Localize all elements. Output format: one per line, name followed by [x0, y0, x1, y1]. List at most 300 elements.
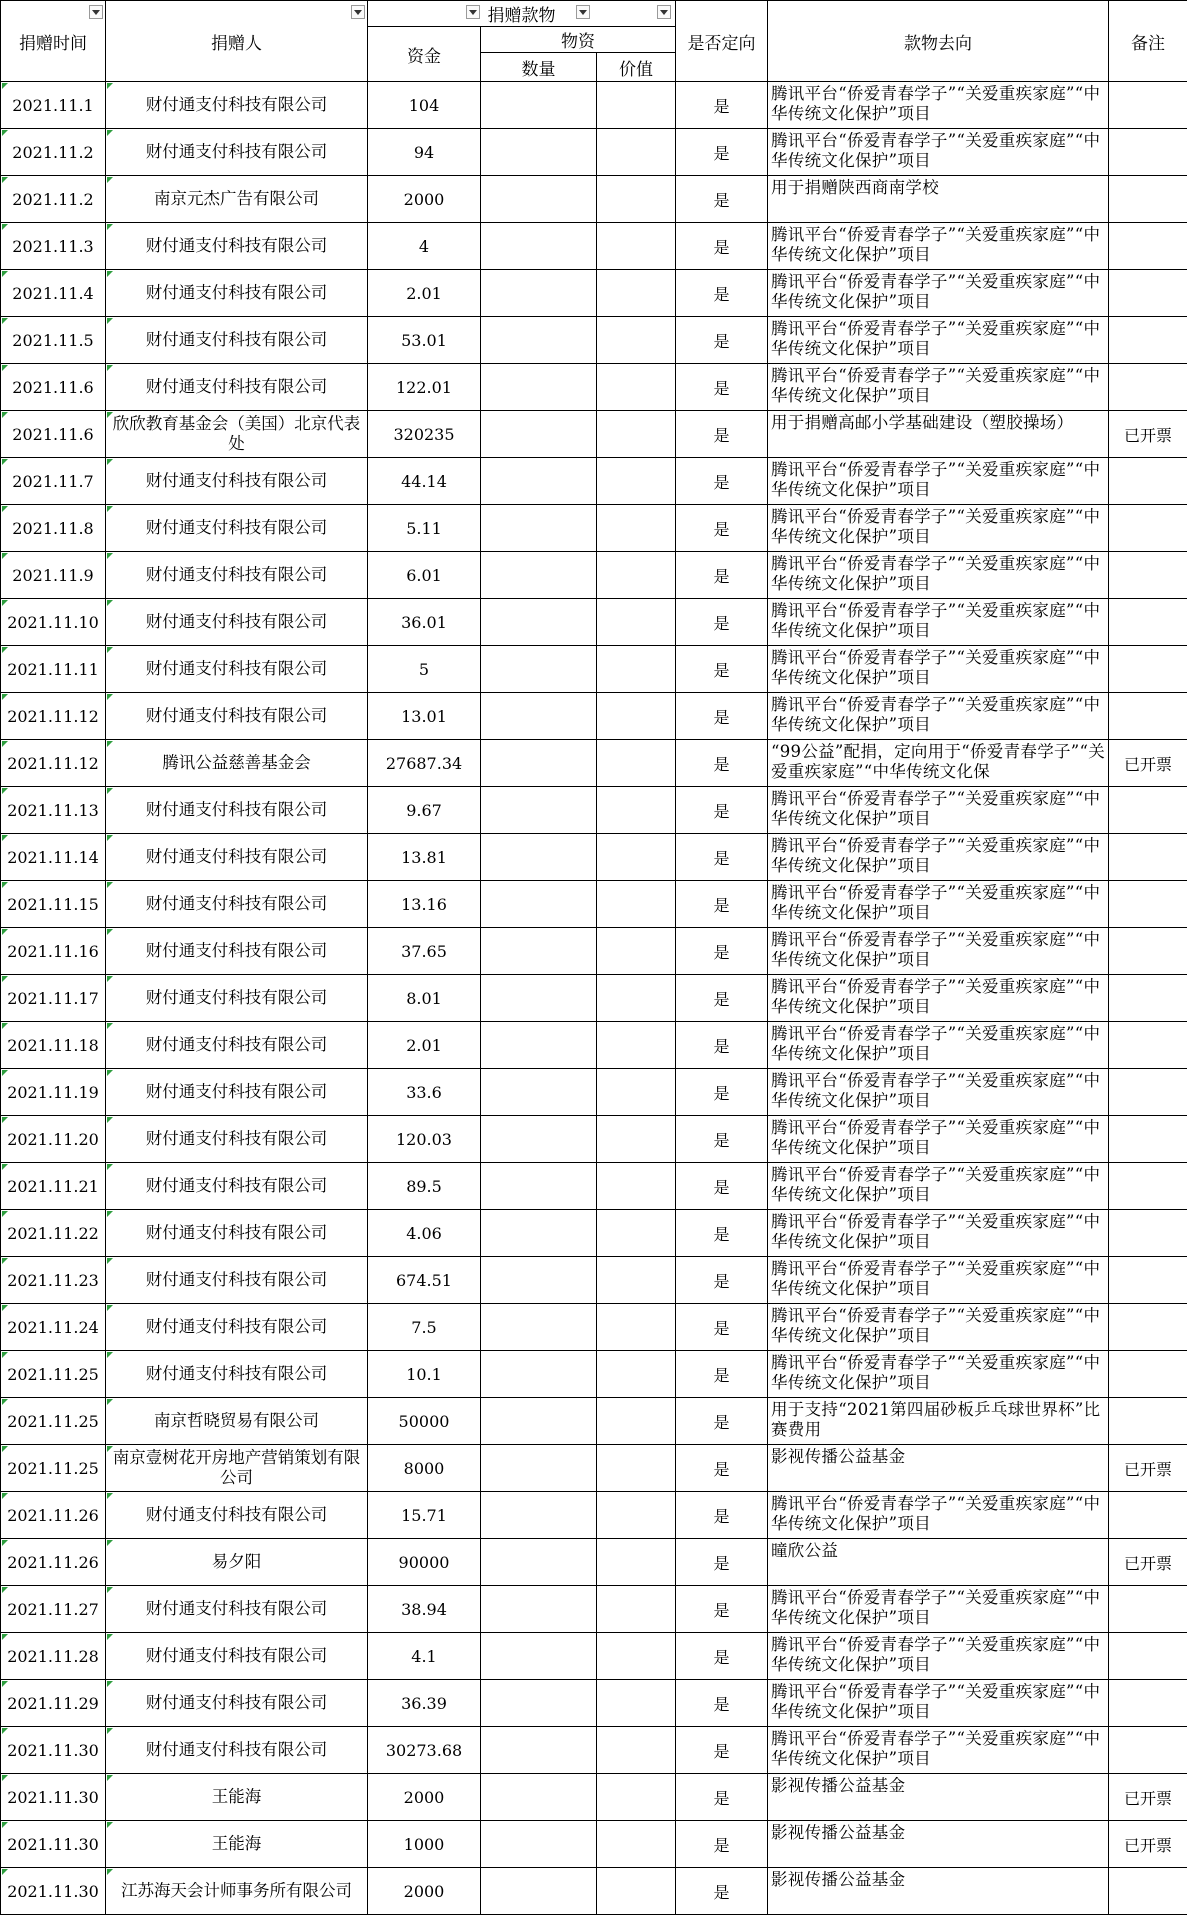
cell-designated[interactable] [676, 693, 768, 740]
cell-remark[interactable] [1109, 82, 1187, 129]
cell-remark[interactable] [1109, 693, 1187, 740]
cell-purpose[interactable] [768, 505, 1109, 552]
cell-designated[interactable] [676, 1680, 768, 1727]
cell-designated[interactable] [676, 1351, 768, 1398]
cell-remark[interactable] [1109, 1727, 1187, 1774]
cell-purpose[interactable] [768, 1774, 1109, 1821]
cell-designated[interactable] [676, 317, 768, 364]
cell-cash[interactable] [368, 1633, 481, 1680]
cell-value[interactable] [597, 599, 676, 646]
cell-designated[interactable] [676, 1163, 768, 1210]
cell-designated[interactable] [676, 881, 768, 928]
cell-cash[interactable] [368, 176, 481, 223]
cell-quantity[interactable] [481, 1633, 597, 1680]
cell-donor[interactable] [106, 1163, 368, 1210]
cell-donor[interactable] [106, 693, 368, 740]
cell-purpose[interactable] [768, 1257, 1109, 1304]
cell-remark[interactable] [1109, 1210, 1187, 1257]
cell-value[interactable] [597, 1022, 676, 1069]
cell-remark[interactable] [1109, 740, 1187, 787]
cell-value[interactable] [597, 129, 676, 176]
cell-purpose[interactable] [768, 1069, 1109, 1116]
cell-cash[interactable] [368, 1398, 481, 1445]
cell-value[interactable] [597, 364, 676, 411]
cell-quantity[interactable] [481, 411, 597, 458]
cell-remark[interactable] [1109, 458, 1187, 505]
cell-cash[interactable] [368, 975, 481, 1022]
cell-donor[interactable] [106, 1727, 368, 1774]
cell-date[interactable] [1, 881, 106, 928]
cell-value[interactable] [597, 928, 676, 975]
cell-quantity[interactable] [481, 458, 597, 505]
cell-cash[interactable] [368, 787, 481, 834]
cell-donor[interactable] [106, 317, 368, 364]
cell-quantity[interactable] [481, 223, 597, 270]
cell-date[interactable] [1, 1163, 106, 1210]
cell-value[interactable] [597, 1069, 676, 1116]
cell-cash[interactable] [368, 599, 481, 646]
cell-quantity[interactable] [481, 1351, 597, 1398]
cell-quantity[interactable] [481, 693, 597, 740]
cell-designated[interactable] [676, 82, 768, 129]
cell-purpose[interactable] [768, 1210, 1109, 1257]
cell-remark[interactable] [1109, 1774, 1187, 1821]
cell-quantity[interactable] [481, 1304, 597, 1351]
cell-value[interactable] [597, 1210, 676, 1257]
cash-filter-dropdown-icon[interactable] [466, 5, 480, 19]
cell-quantity[interactable] [481, 1163, 597, 1210]
cell-purpose[interactable] [768, 1445, 1109, 1492]
cell-donor[interactable] [106, 1492, 368, 1539]
cell-donor[interactable] [106, 740, 368, 787]
cell-remark[interactable] [1109, 129, 1187, 176]
cell-date[interactable] [1, 1586, 106, 1633]
cell-remark[interactable] [1109, 1304, 1187, 1351]
cell-date[interactable] [1, 1398, 106, 1445]
cell-date[interactable] [1, 1210, 106, 1257]
cell-cash[interactable] [368, 129, 481, 176]
cell-date[interactable] [1, 176, 106, 223]
cell-value[interactable] [597, 317, 676, 364]
cell-donor[interactable] [106, 834, 368, 881]
cell-date[interactable] [1, 975, 106, 1022]
cell-purpose[interactable] [768, 458, 1109, 505]
cell-date[interactable] [1, 1116, 106, 1163]
cell-donor[interactable] [106, 505, 368, 552]
cell-remark[interactable] [1109, 1680, 1187, 1727]
cell-value[interactable] [597, 740, 676, 787]
cell-quantity[interactable] [481, 599, 597, 646]
cell-purpose[interactable] [768, 881, 1109, 928]
cell-purpose[interactable] [768, 270, 1109, 317]
cell-date[interactable] [1, 693, 106, 740]
cell-date[interactable] [1, 928, 106, 975]
cell-purpose[interactable] [768, 1727, 1109, 1774]
goods-filter-dropdown-icon[interactable] [576, 5, 590, 19]
cell-designated[interactable] [676, 975, 768, 1022]
cell-value[interactable] [597, 82, 676, 129]
cell-cash[interactable] [368, 881, 481, 928]
cell-donor[interactable] [106, 411, 368, 458]
cell-value[interactable] [597, 1633, 676, 1680]
cell-date[interactable] [1, 552, 106, 599]
value-filter-dropdown-icon[interactable] [657, 5, 671, 19]
cell-donor[interactable] [106, 364, 368, 411]
cell-designated[interactable] [676, 599, 768, 646]
cell-quantity[interactable] [481, 1116, 597, 1163]
cell-designated[interactable] [676, 1633, 768, 1680]
cell-designated[interactable] [676, 505, 768, 552]
cell-purpose[interactable] [768, 1304, 1109, 1351]
cell-quantity[interactable] [481, 1069, 597, 1116]
cell-value[interactable] [597, 270, 676, 317]
cell-cash[interactable] [368, 928, 481, 975]
cell-date[interactable] [1, 223, 106, 270]
cell-designated[interactable] [676, 1116, 768, 1163]
cell-donor[interactable] [106, 1210, 368, 1257]
cell-value[interactable] [597, 1492, 676, 1539]
cell-quantity[interactable] [481, 1539, 597, 1586]
cell-purpose[interactable] [768, 1022, 1109, 1069]
cell-donor[interactable] [106, 975, 368, 1022]
cell-date[interactable] [1, 1774, 106, 1821]
cell-designated[interactable] [676, 1069, 768, 1116]
cell-purpose[interactable] [768, 411, 1109, 458]
cell-quantity[interactable] [481, 270, 597, 317]
cell-donor[interactable] [106, 1586, 368, 1633]
cell-date[interactable] [1, 1633, 106, 1680]
cell-value[interactable] [597, 1680, 676, 1727]
cell-date[interactable] [1, 740, 106, 787]
cell-designated[interactable] [676, 1257, 768, 1304]
cell-purpose[interactable] [768, 928, 1109, 975]
cell-date[interactable] [1, 787, 106, 834]
cell-cash[interactable] [368, 1539, 481, 1586]
cell-cash[interactable] [368, 1351, 481, 1398]
cell-remark[interactable] [1109, 1398, 1187, 1445]
cell-value[interactable] [597, 505, 676, 552]
cell-donor[interactable] [106, 881, 368, 928]
cell-purpose[interactable] [768, 1492, 1109, 1539]
cell-date[interactable] [1, 1022, 106, 1069]
cell-value[interactable] [597, 1445, 676, 1492]
cell-cash[interactable] [368, 740, 481, 787]
cell-date[interactable] [1, 1304, 106, 1351]
cell-designated[interactable] [676, 834, 768, 881]
cell-donor[interactable] [106, 1445, 368, 1492]
cell-cash[interactable] [368, 317, 481, 364]
cell-remark[interactable] [1109, 364, 1187, 411]
cell-remark[interactable] [1109, 646, 1187, 693]
cell-designated[interactable] [676, 928, 768, 975]
cell-cash[interactable] [368, 364, 481, 411]
cell-donor[interactable] [106, 82, 368, 129]
cell-date[interactable] [1, 1492, 106, 1539]
cell-quantity[interactable] [481, 1586, 597, 1633]
cell-value[interactable] [597, 1539, 676, 1586]
cell-cash[interactable] [368, 223, 481, 270]
cell-purpose[interactable] [768, 1398, 1109, 1445]
cell-quantity[interactable] [481, 1868, 597, 1915]
cell-purpose[interactable] [768, 1539, 1109, 1586]
cell-donor[interactable] [106, 1774, 368, 1821]
cell-remark[interactable] [1109, 1163, 1187, 1210]
cell-cash[interactable] [368, 1868, 481, 1915]
cell-date[interactable] [1, 599, 106, 646]
cell-remark[interactable] [1109, 1069, 1187, 1116]
cell-value[interactable] [597, 1398, 676, 1445]
cell-quantity[interactable] [481, 928, 597, 975]
cell-date[interactable] [1, 1257, 106, 1304]
cell-purpose[interactable] [768, 1351, 1109, 1398]
donor-filter-dropdown-icon[interactable] [351, 5, 365, 19]
cell-purpose[interactable] [768, 599, 1109, 646]
cell-remark[interactable] [1109, 1445, 1187, 1492]
cell-date[interactable] [1, 646, 106, 693]
cell-donor[interactable] [106, 1680, 368, 1727]
cell-designated[interactable] [676, 787, 768, 834]
cell-remark[interactable] [1109, 1868, 1187, 1915]
cell-quantity[interactable] [481, 1022, 597, 1069]
cell-purpose[interactable] [768, 834, 1109, 881]
cell-quantity[interactable] [481, 1774, 597, 1821]
cell-cash[interactable] [368, 646, 481, 693]
cell-remark[interactable] [1109, 1116, 1187, 1163]
cell-date[interactable] [1, 1727, 106, 1774]
cell-designated[interactable] [676, 129, 768, 176]
cell-cash[interactable] [368, 270, 481, 317]
cell-quantity[interactable] [481, 1727, 597, 1774]
cell-cash[interactable] [368, 1680, 481, 1727]
cell-donor[interactable] [106, 270, 368, 317]
cell-value[interactable] [597, 1727, 676, 1774]
cell-value[interactable] [597, 1257, 676, 1304]
cell-purpose[interactable] [768, 787, 1109, 834]
cell-donor[interactable] [106, 1351, 368, 1398]
cell-cash[interactable] [368, 1774, 481, 1821]
cell-date[interactable] [1, 129, 106, 176]
cell-quantity[interactable] [481, 552, 597, 599]
cell-date[interactable] [1, 1069, 106, 1116]
cell-quantity[interactable] [481, 364, 597, 411]
cell-purpose[interactable] [768, 693, 1109, 740]
cell-remark[interactable] [1109, 1586, 1187, 1633]
cell-date[interactable] [1, 317, 106, 364]
cell-purpose[interactable] [768, 364, 1109, 411]
cell-remark[interactable] [1109, 552, 1187, 599]
cell-value[interactable] [597, 1586, 676, 1633]
cell-remark[interactable] [1109, 975, 1187, 1022]
cell-purpose[interactable] [768, 552, 1109, 599]
cell-remark[interactable] [1109, 270, 1187, 317]
cell-value[interactable] [597, 975, 676, 1022]
cell-donor[interactable] [106, 787, 368, 834]
cell-donor[interactable] [106, 1868, 368, 1915]
cell-designated[interactable] [676, 1586, 768, 1633]
cell-remark[interactable] [1109, 223, 1187, 270]
cell-donor[interactable] [106, 1257, 368, 1304]
cell-donor[interactable] [106, 129, 368, 176]
cell-quantity[interactable] [481, 646, 597, 693]
cell-date[interactable] [1, 834, 106, 881]
cell-cash[interactable] [368, 1022, 481, 1069]
cell-value[interactable] [597, 223, 676, 270]
cell-date[interactable] [1, 82, 106, 129]
cell-purpose[interactable] [768, 176, 1109, 223]
cell-purpose[interactable] [768, 223, 1109, 270]
cell-cash[interactable] [368, 1727, 481, 1774]
cell-value[interactable] [597, 1116, 676, 1163]
cell-date[interactable] [1, 1680, 106, 1727]
cell-designated[interactable] [676, 552, 768, 599]
cell-donor[interactable] [106, 1116, 368, 1163]
cell-designated[interactable] [676, 1539, 768, 1586]
cell-purpose[interactable] [768, 1680, 1109, 1727]
cell-value[interactable] [597, 646, 676, 693]
cell-cash[interactable] [368, 82, 481, 129]
cell-quantity[interactable] [481, 129, 597, 176]
cell-designated[interactable] [676, 1304, 768, 1351]
cell-designated[interactable] [676, 411, 768, 458]
cell-quantity[interactable] [481, 834, 597, 881]
cell-remark[interactable] [1109, 1492, 1187, 1539]
cell-value[interactable] [597, 693, 676, 740]
cell-date[interactable] [1, 1445, 106, 1492]
cell-quantity[interactable] [481, 176, 597, 223]
cell-date[interactable] [1, 505, 106, 552]
cell-designated[interactable] [676, 1774, 768, 1821]
cell-remark[interactable] [1109, 1257, 1187, 1304]
cell-remark[interactable] [1109, 317, 1187, 364]
cell-quantity[interactable] [481, 881, 597, 928]
cell-purpose[interactable] [768, 129, 1109, 176]
cell-value[interactable] [597, 834, 676, 881]
cell-designated[interactable] [676, 1398, 768, 1445]
cell-cash[interactable] [368, 458, 481, 505]
cell-designated[interactable] [676, 1210, 768, 1257]
cell-remark[interactable] [1109, 881, 1187, 928]
cell-donor[interactable] [106, 646, 368, 693]
cell-purpose[interactable] [768, 1633, 1109, 1680]
cell-date[interactable] [1, 458, 106, 505]
cell-cash[interactable] [368, 1586, 481, 1633]
cell-designated[interactable] [676, 458, 768, 505]
cell-donor[interactable] [106, 1304, 368, 1351]
cell-cash[interactable] [368, 1116, 481, 1163]
cell-value[interactable] [597, 1868, 676, 1915]
cell-date[interactable] [1, 270, 106, 317]
cell-designated[interactable] [676, 1445, 768, 1492]
cell-remark[interactable] [1109, 787, 1187, 834]
cell-purpose[interactable] [768, 1116, 1109, 1163]
cell-designated[interactable] [676, 646, 768, 693]
cell-value[interactable] [597, 1774, 676, 1821]
cell-cash[interactable] [368, 552, 481, 599]
cell-quantity[interactable] [481, 740, 597, 787]
cell-quantity[interactable] [481, 1398, 597, 1445]
cell-donor[interactable] [106, 176, 368, 223]
cell-purpose[interactable] [768, 1586, 1109, 1633]
cell-donor[interactable] [106, 1398, 368, 1445]
cell-date[interactable] [1, 411, 106, 458]
cell-purpose[interactable] [768, 646, 1109, 693]
cell-cash[interactable] [368, 505, 481, 552]
cell-remark[interactable] [1109, 1539, 1187, 1586]
cell-value[interactable] [597, 552, 676, 599]
cell-purpose[interactable] [768, 740, 1109, 787]
cell-donor[interactable] [106, 1633, 368, 1680]
cell-cash[interactable] [368, 1163, 481, 1210]
cell-donor[interactable] [106, 223, 368, 270]
cell-designated[interactable] [676, 1022, 768, 1069]
cell-remark[interactable] [1109, 1633, 1187, 1680]
cell-purpose[interactable] [768, 1163, 1109, 1210]
cell-value[interactable] [597, 787, 676, 834]
cell-remark[interactable] [1109, 599, 1187, 646]
cell-cash[interactable] [368, 411, 481, 458]
cell-remark[interactable] [1109, 834, 1187, 881]
cell-designated[interactable] [676, 1492, 768, 1539]
cell-designated[interactable] [676, 740, 768, 787]
cell-value[interactable] [597, 1163, 676, 1210]
cell-designated[interactable] [676, 270, 768, 317]
cell-remark[interactable] [1109, 928, 1187, 975]
cell-donor[interactable] [106, 1069, 368, 1116]
cell-value[interactable] [597, 176, 676, 223]
cell-date[interactable] [1, 364, 106, 411]
cell-date[interactable] [1, 1351, 106, 1398]
cell-quantity[interactable] [481, 1492, 597, 1539]
cell-quantity[interactable] [481, 505, 597, 552]
cell-purpose[interactable] [768, 317, 1109, 364]
cell-quantity[interactable] [481, 1445, 597, 1492]
cell-purpose[interactable] [768, 1868, 1109, 1915]
cell-quantity[interactable] [481, 1210, 597, 1257]
cell-designated[interactable] [676, 364, 768, 411]
cell-purpose[interactable] [768, 975, 1109, 1022]
cell-cash[interactable] [368, 834, 481, 881]
cell-cash[interactable] [368, 1257, 481, 1304]
cell-quantity[interactable] [481, 1680, 597, 1727]
cell-value[interactable] [597, 1351, 676, 1398]
cell-quantity[interactable] [481, 787, 597, 834]
cell-value[interactable] [597, 411, 676, 458]
cell-cash[interactable] [368, 1069, 481, 1116]
cell-value[interactable] [597, 1304, 676, 1351]
cell-remark[interactable] [1109, 505, 1187, 552]
cell-quantity[interactable] [481, 975, 597, 1022]
cell-donor[interactable] [106, 599, 368, 646]
cell-donor[interactable] [106, 1539, 368, 1586]
cell-cash[interactable] [368, 1445, 481, 1492]
cell-designated[interactable] [676, 223, 768, 270]
cell-purpose[interactable] [768, 82, 1109, 129]
cell-value[interactable] [597, 881, 676, 928]
cell-cash[interactable] [368, 1210, 481, 1257]
cell-quantity[interactable] [481, 317, 597, 364]
cell-donor[interactable] [106, 928, 368, 975]
cell-donor[interactable] [106, 458, 368, 505]
cell-designated[interactable] [676, 1727, 768, 1774]
cell-value[interactable] [597, 458, 676, 505]
cell-donor[interactable] [106, 1022, 368, 1069]
cell-date[interactable] [1, 1539, 106, 1586]
cell-donor[interactable] [106, 552, 368, 599]
cell-remark[interactable] [1109, 1351, 1187, 1398]
cell-cash[interactable] [368, 1304, 481, 1351]
cell-date[interactable] [1, 1868, 106, 1915]
cell-designated[interactable] [676, 1868, 768, 1915]
